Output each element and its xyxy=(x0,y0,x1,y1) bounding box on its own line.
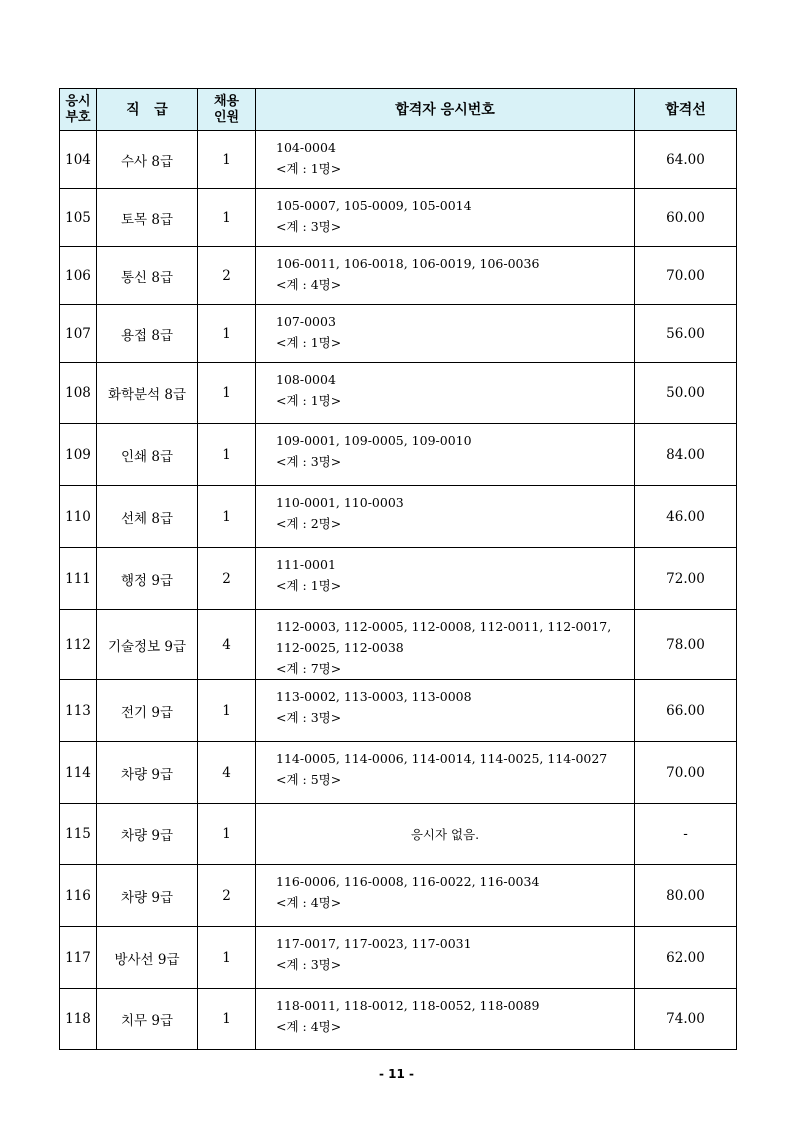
cell-passers xyxy=(256,189,635,247)
cell-passers xyxy=(256,610,635,680)
cell-code: 117 xyxy=(60,927,97,989)
passer-numbers: 107-0003 xyxy=(276,314,336,329)
table-row xyxy=(60,131,737,189)
cell-passers xyxy=(256,989,635,1050)
cell-code: 105 xyxy=(60,189,97,247)
passer-count: <계 : 2명> xyxy=(276,516,342,531)
cell-passers xyxy=(256,247,635,305)
cell-position: 토목 8급 xyxy=(97,189,198,247)
cell-hires: 1 xyxy=(198,424,256,486)
cell-position: 치무 9급 xyxy=(97,989,198,1050)
cell-passers xyxy=(256,305,635,363)
cell-position: 차량 9급 xyxy=(97,742,198,804)
table-row xyxy=(60,680,737,742)
passer-numbers: 111-0001 xyxy=(276,557,336,572)
cell-position: 용접 8급 xyxy=(97,305,198,363)
table-row xyxy=(60,424,737,486)
cell-code: 115 xyxy=(60,804,97,865)
cell-code: 104 xyxy=(60,131,97,189)
passer-count: <계 : 4명> xyxy=(276,1019,342,1034)
cell-code: 111 xyxy=(60,548,97,610)
passer-count: <계 : 3명> xyxy=(276,219,342,234)
table-row xyxy=(60,363,737,424)
cell-position: 수사 8급 xyxy=(97,131,198,189)
passer-numbers: 114-0005, 114-0006, 114-0014, 114-0025, 114-0027 xyxy=(276,751,608,766)
cell-position: 차량 9급 xyxy=(97,804,198,865)
cell-passers xyxy=(256,680,635,742)
cell-cutoff: 50.00 xyxy=(635,363,737,424)
cell-position: 전기 9급 xyxy=(97,680,198,742)
cell-cutoff: - xyxy=(635,804,737,865)
table-header-row xyxy=(60,89,737,131)
table-row xyxy=(60,804,737,865)
cell-cutoff: 78.00 xyxy=(635,610,737,680)
cell-position: 차량 9급 xyxy=(97,865,198,927)
cell-passers xyxy=(256,927,635,989)
cell-code: 108 xyxy=(60,363,97,424)
cell-code: 112 xyxy=(60,610,97,680)
passer-count: <계 : 1명> xyxy=(276,578,342,593)
cell-cutoff: 72.00 xyxy=(635,548,737,610)
cell-cutoff: 62.00 xyxy=(635,927,737,989)
passer-count: <계 : 3명> xyxy=(276,957,342,972)
passer-numbers: 104-0004 xyxy=(276,140,336,155)
passer-count: <계 : 5명> xyxy=(276,772,342,787)
cell-hires: 2 xyxy=(198,548,256,610)
passer-numbers: 108-0004 xyxy=(276,372,336,387)
table-row xyxy=(60,189,737,247)
passer-count: <계 : 3명> xyxy=(276,710,342,725)
cell-cutoff: 70.00 xyxy=(635,742,737,804)
passer-numbers-cont: 112-0025, 112-0038 xyxy=(276,640,404,655)
table-row xyxy=(60,247,737,305)
passer-count: <계 : 4명> xyxy=(276,277,342,292)
cell-hires: 1 xyxy=(198,189,256,247)
cell-position: 선체 8급 xyxy=(97,486,198,548)
table-row xyxy=(60,305,737,363)
table-row xyxy=(60,865,737,927)
cell-position: 행정 9급 xyxy=(97,548,198,610)
cell-hires: 4 xyxy=(198,610,256,680)
passer-count: <계 : 1명> xyxy=(276,335,342,350)
passer-numbers: 117-0017, 117-0023, 117-0031 xyxy=(276,936,472,951)
passer-count: <계 : 1명> xyxy=(276,393,342,408)
cell-hires: 2 xyxy=(198,247,256,305)
cell-code: 109 xyxy=(60,424,97,486)
passer-numbers: 116-0006, 116-0008, 116-0022, 116-0034 xyxy=(276,874,540,889)
cell-hires: 1 xyxy=(198,680,256,742)
cell-cutoff: 80.00 xyxy=(635,865,737,927)
cell-hires: 1 xyxy=(198,131,256,189)
cell-passers xyxy=(256,804,635,865)
passer-numbers: 106-0011, 106-0018, 106-0019, 106-0036 xyxy=(276,256,540,271)
table-row xyxy=(60,927,737,989)
table-row xyxy=(60,742,737,804)
cell-position: 화학분석 8급 xyxy=(97,363,198,424)
cell-hires: 1 xyxy=(198,989,256,1050)
cell-code: 116 xyxy=(60,865,97,927)
table-row xyxy=(60,486,737,548)
cell-cutoff: 84.00 xyxy=(635,424,737,486)
table-row xyxy=(60,610,737,680)
passer-numbers: 응시자 없음. xyxy=(410,826,480,842)
cell-cutoff: 60.00 xyxy=(635,189,737,247)
cell-passers xyxy=(256,742,635,804)
table-row xyxy=(60,989,737,1050)
results-table xyxy=(59,88,737,1050)
passer-numbers: 113-0002, 113-0003, 113-0008 xyxy=(276,689,472,704)
header-cutoff: 합격선 xyxy=(635,89,737,131)
passer-numbers: 112-0003, 112-0005, 112-0008, 112-0011, 112-0017, xyxy=(276,619,612,634)
header-position: 직 급 xyxy=(97,89,198,131)
cell-hires: 1 xyxy=(198,363,256,424)
passer-numbers: 105-0007, 105-0009, 105-0014 xyxy=(276,198,472,213)
cell-hires: 1 xyxy=(198,486,256,548)
cell-cutoff: 70.00 xyxy=(635,247,737,305)
passer-count: <계 : 7명> xyxy=(276,661,342,676)
cell-hires: 1 xyxy=(198,305,256,363)
cell-position: 방사선 9급 xyxy=(97,927,198,989)
cell-hires: 1 xyxy=(198,804,256,865)
cell-passers xyxy=(256,486,635,548)
cell-position: 통신 8급 xyxy=(97,247,198,305)
cell-cutoff: 46.00 xyxy=(635,486,737,548)
cell-passers xyxy=(256,131,635,189)
header-passers: 합격자 응시번호 xyxy=(256,89,635,131)
header-code: 응시 부호 xyxy=(60,89,97,131)
cell-code: 118 xyxy=(60,989,97,1050)
cell-code: 106 xyxy=(60,247,97,305)
passer-count: <계 : 4명> xyxy=(276,895,342,910)
passer-numbers: 118-0011, 118-0012, 118-0052, 118-0089 xyxy=(276,998,540,1013)
cell-passers xyxy=(256,424,635,486)
cell-passers xyxy=(256,363,635,424)
passer-numbers: 109-0001, 109-0005, 109-0010 xyxy=(276,433,472,448)
cell-cutoff: 74.00 xyxy=(635,989,737,1050)
cell-code: 113 xyxy=(60,680,97,742)
cell-cutoff: 66.00 xyxy=(635,680,737,742)
table-row xyxy=(60,548,737,610)
cell-passers xyxy=(256,865,635,927)
cell-hires: 1 xyxy=(198,927,256,989)
passer-numbers: 110-0001, 110-0003 xyxy=(276,495,404,510)
cell-code: 107 xyxy=(60,305,97,363)
cell-code: 110 xyxy=(60,486,97,548)
cell-position: 기술정보 9급 xyxy=(97,610,198,680)
cell-cutoff: 64.00 xyxy=(635,131,737,189)
passer-count: <계 : 3명> xyxy=(276,454,342,469)
cell-passers xyxy=(256,548,635,610)
cell-position: 인쇄 8급 xyxy=(97,424,198,486)
page-number: - 11 - xyxy=(378,1067,414,1081)
header-hires: 채용 인원 xyxy=(198,89,256,131)
cell-hires: 2 xyxy=(198,865,256,927)
passer-count: <계 : 1명> xyxy=(276,161,342,176)
cell-hires: 4 xyxy=(198,742,256,804)
cell-cutoff: 56.00 xyxy=(635,305,737,363)
cell-code: 114 xyxy=(60,742,97,804)
